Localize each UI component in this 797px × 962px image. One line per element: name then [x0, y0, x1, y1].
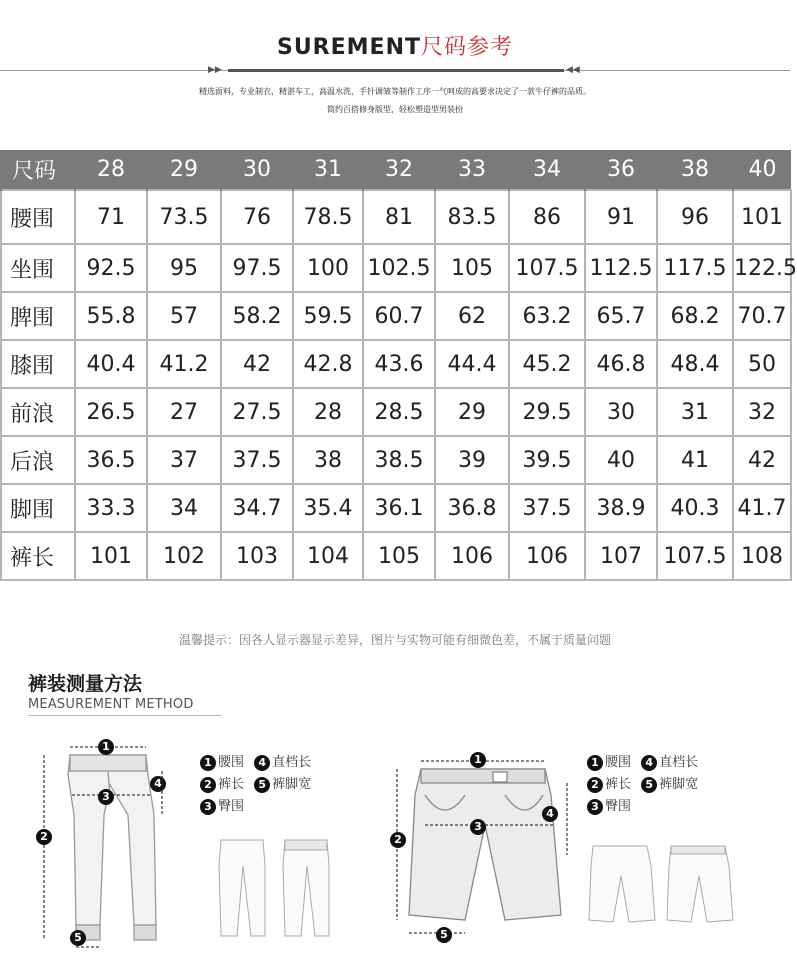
- marker-3-icon: 3: [98, 789, 114, 805]
- size-header-row: [1, 150, 791, 190]
- table-cell: 40: [585, 436, 657, 484]
- size-header-32: 32: [363, 150, 435, 190]
- size-header-30: 30: [221, 150, 293, 190]
- table-cell: 34: [147, 484, 221, 532]
- table-cell: 55.8: [75, 292, 147, 340]
- table-row: [1, 388, 791, 436]
- table-cell: 37.5: [509, 484, 585, 532]
- table-cell: 41.7: [733, 484, 791, 532]
- table-row: [1, 244, 791, 292]
- table-cell: 36.8: [435, 484, 509, 532]
- table-cell: 71: [75, 190, 147, 244]
- table-cell: 81: [363, 190, 435, 244]
- table-cell: 27: [147, 388, 221, 436]
- color-disclaimer: 温馨提示：因各人显示器显示差异，图片与实物可能有细微色差，不属于质量问题: [178, 633, 611, 647]
- table-cell: 38.9: [585, 484, 657, 532]
- table-cell: 73.5: [147, 190, 221, 244]
- table-cell: 41: [657, 436, 733, 484]
- table-row: [1, 484, 791, 532]
- table-cell: 101: [75, 532, 147, 580]
- row-label: 裤长: [1, 532, 75, 580]
- legend-num-icon: 3: [587, 799, 603, 815]
- table-cell: 97.5: [221, 244, 293, 292]
- table-cell: 62: [435, 292, 509, 340]
- title-cn: 尺码参考: [421, 35, 514, 60]
- method-title: 裤装测量方法: [28, 673, 143, 695]
- table-cell: 63.2: [509, 292, 585, 340]
- table-cell: 117.5: [657, 244, 733, 292]
- size-header-40: 40: [733, 150, 791, 190]
- table-cell: 105: [363, 532, 435, 580]
- table-cell: 100: [293, 244, 363, 292]
- size-header-33: 33: [435, 150, 509, 190]
- table-cell: 43.6: [363, 340, 435, 388]
- legend-num-icon: 2: [200, 777, 216, 793]
- table-row: [1, 292, 791, 340]
- product-description: 精选面料，专业制衣，精湛车工，高温水洗，手针调皱等制作工序一气呵成的高要求决定了一款牛仔裤的品质。: [199, 87, 591, 96]
- pants-diagram: [30, 735, 180, 950]
- table-row: [1, 340, 791, 388]
- size-header-36: 36: [585, 150, 657, 190]
- marker-5-icon: 5: [70, 930, 86, 946]
- table-cell: 101: [733, 190, 791, 244]
- shorts-diagram: [385, 755, 575, 945]
- table-cell: 107.5: [509, 244, 585, 292]
- marker-1-icon: 1: [98, 739, 114, 755]
- size-header-label: 尺码: [1, 150, 75, 190]
- marker-2-icon: 2: [36, 829, 52, 845]
- table-cell: 44.4: [435, 340, 509, 388]
- size-header-29: 29: [147, 150, 221, 190]
- table-cell: 28.5: [363, 388, 435, 436]
- table-cell: 108: [733, 532, 791, 580]
- shorts-marker-1-icon: 1: [470, 752, 486, 768]
- table-cell: 122.5: [733, 244, 791, 292]
- method-subtitle: MEASUREMENT METHOD: [28, 697, 194, 712]
- table-cell: 32: [733, 388, 791, 436]
- table-cell: 45.2: [509, 340, 585, 388]
- table-cell: 35.4: [293, 484, 363, 532]
- pants-legend: 1 腰围 4 直档长 2 裤长 5 裤脚宽 3 臀围: [200, 752, 317, 818]
- divider-bar: [228, 69, 564, 72]
- table-cell: 91: [585, 190, 657, 244]
- row-label: 坐围: [1, 244, 75, 292]
- method-underline: [28, 715, 222, 716]
- table-cell: 42: [733, 436, 791, 484]
- table-cell: 41.2: [147, 340, 221, 388]
- table-cell: 102: [147, 532, 221, 580]
- legend-num-icon: 5: [254, 777, 270, 793]
- table-cell: 102.5: [363, 244, 435, 292]
- table-cell: 38.5: [363, 436, 435, 484]
- page-title: [0, 30, 790, 61]
- row-label: 后浪: [1, 436, 75, 484]
- legend-num-icon: 1: [587, 755, 603, 771]
- table-cell: 68.2: [657, 292, 733, 340]
- table-cell: 112.5: [585, 244, 657, 292]
- table-cell: 42: [221, 340, 293, 388]
- table-cell: 107: [585, 532, 657, 580]
- legend-num-icon: 4: [254, 755, 270, 771]
- table-cell: 96: [657, 190, 733, 244]
- shorts-marker-5-icon: 5: [436, 927, 452, 943]
- table-cell: 70.7: [733, 292, 791, 340]
- table-cell: 33.3: [75, 484, 147, 532]
- table-cell: 37: [147, 436, 221, 484]
- row-label: 膝围: [1, 340, 75, 388]
- table-cell: 104: [293, 532, 363, 580]
- product-tagline: 简约百搭修身版型，轻松塑造型男装扮: [327, 105, 463, 114]
- title-en: SUREMENT: [276, 35, 421, 60]
- table-cell: 37.5: [221, 436, 293, 484]
- table-cell: 83.5: [435, 190, 509, 244]
- legend-num-icon: 5: [641, 777, 657, 793]
- table-cell: 60.7: [363, 292, 435, 340]
- table-cell: 107.5: [657, 532, 733, 580]
- table-cell: 26.5: [75, 388, 147, 436]
- size-header-31: 31: [293, 150, 363, 190]
- table-cell: 106: [435, 532, 509, 580]
- size-table: [0, 150, 797, 581]
- table-cell: 27.5: [221, 388, 293, 436]
- table-cell: 28: [293, 388, 363, 436]
- shorts-marker-3-icon: 3: [470, 819, 486, 835]
- table-cell: 57: [147, 292, 221, 340]
- table-cell: 92.5: [75, 244, 147, 292]
- marker-4-icon: 4: [150, 776, 166, 792]
- table-cell: 95: [147, 244, 221, 292]
- table-cell: 40.3: [657, 484, 733, 532]
- table-cell: 30: [585, 388, 657, 436]
- table-row: [1, 532, 791, 580]
- table-cell: 29.5: [509, 388, 585, 436]
- table-cell: 58.2: [221, 292, 293, 340]
- table-cell: 65.7: [585, 292, 657, 340]
- legend-num-icon: 2: [587, 777, 603, 793]
- table-cell: 34.7: [221, 484, 293, 532]
- row-label: 脾围: [1, 292, 75, 340]
- table-cell: 36.1: [363, 484, 435, 532]
- row-label: 脚围: [1, 484, 75, 532]
- table-cell: 78.5: [293, 190, 363, 244]
- size-header-34: 34: [509, 150, 585, 190]
- table-row: [1, 436, 791, 484]
- size-header-28: 28: [75, 150, 147, 190]
- table-cell: 39: [435, 436, 509, 484]
- legend-num-icon: 1: [200, 755, 216, 771]
- table-cell: 50: [733, 340, 791, 388]
- pants-thumbnails: [215, 836, 345, 941]
- table-cell: 31: [657, 388, 733, 436]
- shorts-thumbnails: [585, 840, 745, 930]
- table-cell: 29: [435, 388, 509, 436]
- shorts-marker-4-icon: 4: [542, 806, 558, 822]
- table-cell: 39.5: [509, 436, 585, 484]
- table-cell: 105: [435, 244, 509, 292]
- table-cell: 36.5: [75, 436, 147, 484]
- table-cell: 46.8: [585, 340, 657, 388]
- shorts-legend: 1 腰围 4 直档长 2 裤长 5 裤脚宽 3 臀围: [587, 752, 704, 818]
- table-cell: 103: [221, 532, 293, 580]
- row-label: 腰围: [1, 190, 75, 244]
- row-label: 前浪: [1, 388, 75, 436]
- legend-num-icon: 3: [200, 799, 216, 815]
- size-header-38: 38: [657, 150, 733, 190]
- header-divider: [0, 65, 790, 75]
- table-cell: 38: [293, 436, 363, 484]
- table-cell: 59.5: [293, 292, 363, 340]
- legend-num-icon: 4: [641, 755, 657, 771]
- size-table-body: [1, 190, 797, 580]
- double-arrow-left-icon: ◀◀: [566, 65, 580, 75]
- table-cell: 106: [509, 532, 585, 580]
- table-cell: 40.4: [75, 340, 147, 388]
- table-cell: 86: [509, 190, 585, 244]
- shorts-marker-2-icon: 2: [390, 832, 406, 848]
- table-row: [1, 190, 791, 244]
- double-arrow-right-icon: ▶▶: [208, 65, 222, 75]
- table-cell: 42.8: [293, 340, 363, 388]
- table-cell: 76: [221, 190, 293, 244]
- table-cell: 48.4: [657, 340, 733, 388]
